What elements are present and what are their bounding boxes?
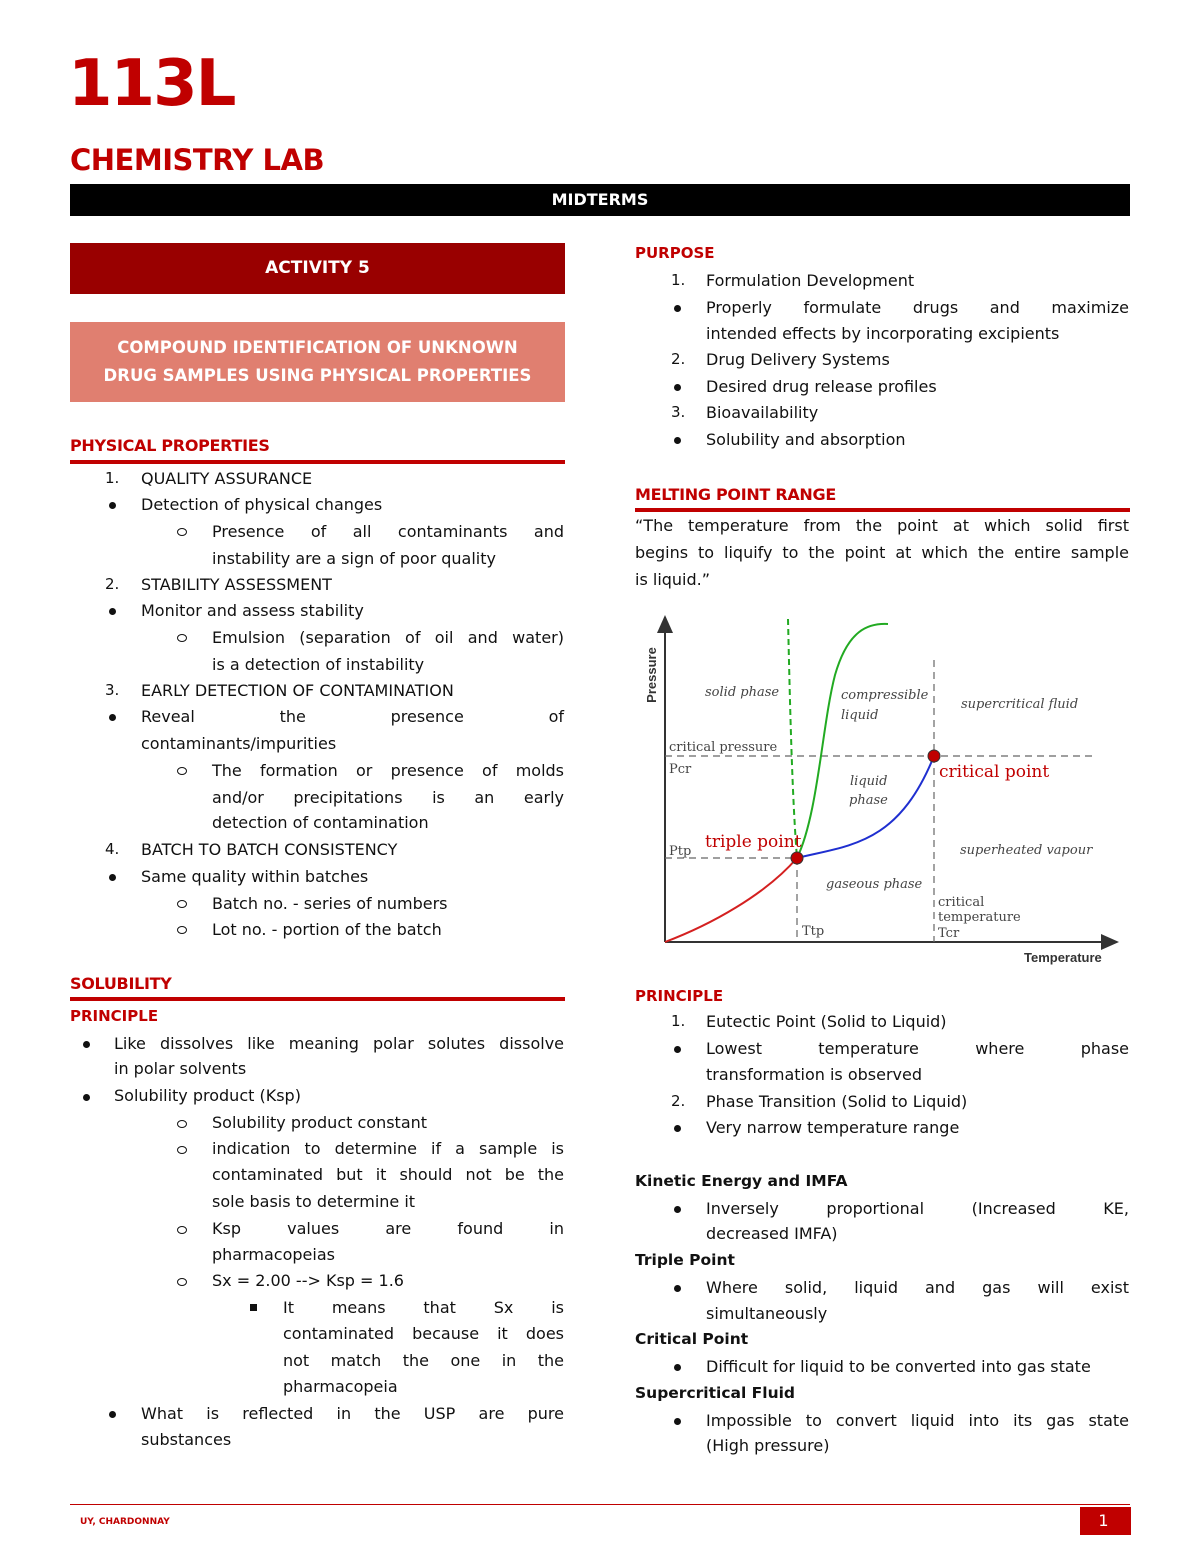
definition-quote: begins to liquify to the point at which the entire sample bbox=[635, 543, 1129, 562]
definition-quote: is liquid.” bbox=[635, 570, 711, 589]
bullet-icon bbox=[109, 874, 116, 881]
list-item: Solubility product (Ksp) bbox=[114, 1086, 301, 1105]
bullet-icon bbox=[109, 608, 116, 615]
bullet-icon bbox=[109, 502, 116, 509]
list-item: instability are a sign of poor quality bbox=[212, 549, 496, 568]
gaseous-phase-label: gaseous phase bbox=[826, 877, 923, 892]
list-item: Desired drug release profiles bbox=[706, 377, 937, 396]
list-item: decreased IMFA) bbox=[706, 1224, 838, 1243]
list-item: Where solid, liquid and gas will exist bbox=[706, 1278, 1129, 1297]
supercritical-fluid-label: supercritical fluid bbox=[961, 697, 1079, 712]
square-bullet-icon bbox=[250, 1304, 257, 1311]
supercritical-fluid-heading: Supercritical Fluid bbox=[635, 1384, 796, 1402]
list-item: Inversely proportional (Increased KE, bbox=[706, 1199, 1129, 1218]
list-item: Bioavailability bbox=[706, 403, 819, 422]
list-item: BATCH TO BATCH CONSISTENCY bbox=[141, 840, 398, 859]
list-item: Eutectic Point (Solid to Liquid) bbox=[706, 1012, 947, 1031]
solubility-principle-heading: PRINCIPLE bbox=[70, 1007, 159, 1025]
list-item: pharmacopeia bbox=[283, 1377, 398, 1396]
triple-point-label: triple point bbox=[705, 832, 802, 852]
kinetic-energy-heading: Kinetic Energy and IMFA bbox=[635, 1172, 848, 1190]
pcr-label: Pcr bbox=[669, 762, 692, 777]
bullet-icon bbox=[674, 1418, 681, 1425]
footer-divider bbox=[70, 1504, 1130, 1505]
list-number: 3. bbox=[671, 403, 686, 421]
list-number: 2. bbox=[105, 575, 120, 593]
list-item: Formulation Development bbox=[706, 271, 915, 290]
melting-principle-heading: PRINCIPLE bbox=[635, 987, 724, 1005]
solubility-heading: SOLUBILITY bbox=[70, 974, 172, 993]
solid-liquid-dashed-curve bbox=[788, 619, 797, 858]
critical-temperature-label-1: critical bbox=[938, 895, 985, 910]
list-item: Solubility product constant bbox=[212, 1113, 428, 1132]
definition-quote: “The temperature from the point at which solid first bbox=[635, 516, 1129, 535]
list-number: 1. bbox=[105, 469, 120, 487]
liquid-phase-label-1: liquid bbox=[850, 774, 888, 789]
list-item: Lot no. - portion of the batch bbox=[212, 920, 442, 939]
section-divider bbox=[70, 997, 565, 1001]
circle-bullet-icon bbox=[177, 1278, 187, 1286]
ptp-label: Ptp bbox=[669, 844, 692, 859]
bullet-icon bbox=[83, 1094, 90, 1101]
list-item: (High pressure) bbox=[706, 1436, 830, 1455]
section-divider bbox=[70, 460, 565, 464]
critical-temperature-label-2: temperature bbox=[938, 910, 1021, 925]
list-item: substances bbox=[141, 1430, 232, 1449]
circle-bullet-icon bbox=[177, 900, 187, 908]
ttp-label: Ttp bbox=[802, 924, 825, 939]
list-item: Very narrow temperature range bbox=[706, 1118, 960, 1137]
list-number: 4. bbox=[105, 840, 120, 858]
list-item: Solubility and absorption bbox=[706, 430, 906, 449]
list-item: indication to determine if a sample is bbox=[212, 1139, 564, 1158]
tcr-label: Tcr bbox=[938, 926, 960, 941]
list-item: contaminated but it should not be the bbox=[212, 1165, 564, 1184]
melting-point-heading: MELTING POINT RANGE bbox=[635, 485, 836, 504]
triple-point-marker bbox=[791, 852, 803, 864]
list-item: QUALITY ASSURANCE bbox=[141, 469, 313, 488]
superheated-vapour-label: superheated vapour bbox=[960, 843, 1093, 858]
list-item: Ksp values are found in bbox=[212, 1219, 564, 1238]
activity-title bbox=[70, 322, 565, 402]
critical-pressure-label: critical pressure bbox=[669, 740, 778, 755]
list-number: 1. bbox=[671, 271, 686, 289]
list-item: sole basis to determine it bbox=[212, 1192, 416, 1211]
list-item: transformation is observed bbox=[706, 1065, 923, 1084]
circle-bullet-icon bbox=[177, 1146, 187, 1154]
term-banner: MIDTERMS bbox=[70, 184, 1130, 216]
solid-phase-label: solid phase bbox=[705, 685, 780, 700]
circle-bullet-icon bbox=[177, 1120, 187, 1128]
bullet-icon bbox=[674, 1364, 681, 1371]
bullet-icon bbox=[109, 1411, 116, 1418]
bullet-icon bbox=[674, 1206, 681, 1213]
x-axis-label: Temperature bbox=[1024, 950, 1102, 965]
liquid-phase-label-2: phase bbox=[849, 793, 888, 808]
circle-bullet-icon bbox=[177, 528, 187, 536]
list-item: Difficult for liquid to be converted into gas state bbox=[706, 1357, 1091, 1376]
course-code: 113L bbox=[68, 47, 235, 121]
list-item: The formation or presence of molds bbox=[212, 761, 564, 780]
list-item: STABILITY ASSESSMENT bbox=[141, 575, 332, 594]
list-item: not match the one in the bbox=[283, 1351, 564, 1370]
list-item: Reveal the presence of bbox=[141, 707, 564, 726]
bullet-icon bbox=[674, 1046, 681, 1053]
list-number: 1. bbox=[671, 1012, 686, 1030]
list-number: 2. bbox=[671, 1092, 686, 1110]
list-item: What is reflected in the USP are pure bbox=[141, 1404, 564, 1423]
bullet-icon bbox=[674, 1285, 681, 1292]
phase-diagram bbox=[630, 605, 1130, 975]
page-number: 1 bbox=[1076, 1507, 1131, 1535]
y-axis-label: Pressure bbox=[644, 647, 659, 703]
list-item: Emulsion (separation of oil and water) bbox=[212, 628, 564, 647]
list-item: contaminants/impurities bbox=[141, 734, 337, 753]
list-item: is a detection of instability bbox=[212, 655, 425, 674]
list-number: 2. bbox=[671, 350, 686, 368]
list-item: Monitor and assess stability bbox=[141, 601, 364, 620]
list-item: Impossible to convert liquid into its gas state bbox=[706, 1411, 1129, 1430]
purpose-heading: PURPOSE bbox=[635, 244, 715, 262]
list-item: Phase Transition (Solid to Liquid) bbox=[706, 1092, 968, 1111]
critical-point-heading: Critical Point bbox=[635, 1330, 749, 1348]
list-item: contaminated because it does bbox=[283, 1324, 564, 1343]
circle-bullet-icon bbox=[177, 926, 187, 934]
list-item: It means that Sx is bbox=[283, 1298, 564, 1317]
list-item: and/or precipitations is an early bbox=[212, 788, 564, 807]
footer-author: UY, CHARDONNAY bbox=[80, 1517, 170, 1527]
bullet-icon bbox=[674, 1125, 681, 1132]
list-item: in polar solvents bbox=[114, 1059, 247, 1078]
list-item: Drug Delivery Systems bbox=[706, 350, 890, 369]
list-item: Properly formulate drugs and maximize bbox=[706, 298, 1129, 317]
circle-bullet-icon bbox=[177, 634, 187, 642]
critical-point-label: critical point bbox=[939, 762, 1050, 782]
activity-title-line-1: COMPOUND IDENTIFICATION OF UNKNOWN bbox=[117, 338, 518, 357]
list-item: simultaneously bbox=[706, 1304, 828, 1323]
bullet-icon bbox=[109, 714, 116, 721]
critical-point-marker bbox=[928, 750, 940, 762]
course-title: CHEMISTRY LAB bbox=[70, 143, 325, 177]
activity-title-line-2: DRUG SAMPLES USING PHYSICAL PROPERTIES bbox=[103, 366, 532, 385]
list-item: Batch no. - series of numbers bbox=[212, 894, 448, 913]
list-item: pharmacopeias bbox=[212, 1245, 335, 1264]
list-item: EARLY DETECTION OF CONTAMINATION bbox=[141, 681, 454, 700]
list-item: intended effects by incorporating excipients bbox=[706, 324, 1060, 343]
page-number-notch bbox=[1076, 1507, 1080, 1535]
circle-bullet-icon bbox=[177, 767, 187, 775]
triple-point-heading: Triple Point bbox=[635, 1251, 735, 1269]
list-number: 3. bbox=[105, 681, 120, 699]
activity-label: ACTIVITY 5 bbox=[70, 243, 565, 294]
bullet-icon bbox=[674, 437, 681, 444]
melting-curve bbox=[797, 624, 888, 858]
list-item: Like dissolves like meaning polar solutes dissolve bbox=[114, 1034, 564, 1053]
circle-bullet-icon bbox=[177, 1226, 187, 1234]
sublimation-curve bbox=[665, 858, 797, 942]
list-item: Presence of all contaminants and bbox=[212, 522, 564, 541]
bullet-icon bbox=[83, 1041, 90, 1048]
bullet-icon bbox=[674, 384, 681, 391]
list-item: Lowest temperature where phase bbox=[706, 1039, 1129, 1058]
compressible-liquid-label-2: liquid bbox=[841, 708, 879, 723]
physical-properties-heading: PHYSICAL PROPERTIES bbox=[70, 436, 270, 455]
compressible-liquid-label-1: compressible bbox=[841, 688, 929, 703]
list-item: Detection of physical changes bbox=[141, 495, 383, 514]
section-divider bbox=[635, 508, 1130, 512]
list-item: Sx = 2.00 --> Ksp = 1.6 bbox=[212, 1271, 404, 1290]
list-item: detection of contamination bbox=[212, 813, 429, 832]
list-item: Same quality within batches bbox=[141, 867, 369, 886]
bullet-icon bbox=[674, 305, 681, 312]
